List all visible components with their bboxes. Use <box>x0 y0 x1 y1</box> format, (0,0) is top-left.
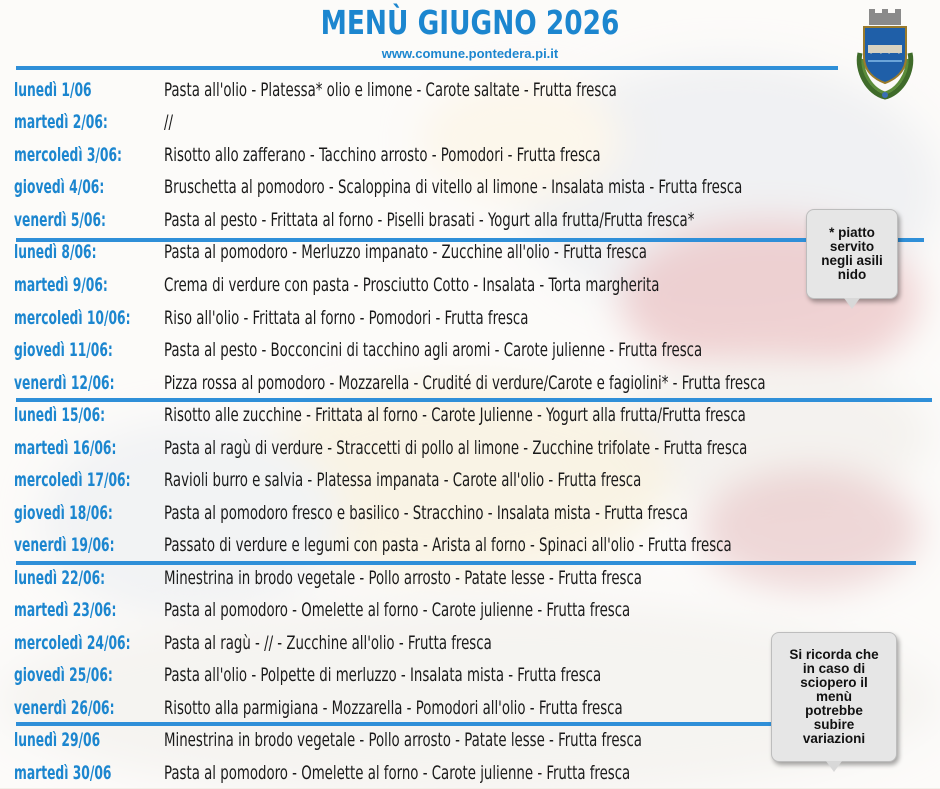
menu-row <box>0 236 930 268</box>
menu-day: lunedì 1/06 <box>14 79 92 101</box>
menu-meal: Pasta al ragù di verdure - Straccetti di pollo al limone - Zucchine trifolate - Frutta fresca <box>164 437 748 459</box>
menu-day: mercoledì 3/06: <box>14 144 122 166</box>
menu-day: martedì 23/06: <box>14 599 117 621</box>
menu-day: venerdì 5/06: <box>14 209 106 231</box>
menu-row <box>0 497 930 529</box>
menu-meal: Pasta all'olio - Platessa* olio e limone - Carote saltate - Frutta fresca <box>164 79 617 101</box>
menu-day: mercoledì 24/06: <box>14 632 131 654</box>
menu-day: mercoledì 10/06: <box>14 307 131 329</box>
menu-meal: Risotto alle zucchine - Frittata al forno - Carote Julienne - Yogurt alla frutta/Frutta fresca <box>164 404 746 426</box>
menu-row <box>0 399 930 431</box>
menu-row <box>0 269 930 301</box>
menu-row <box>0 529 930 561</box>
menu-meal: Pasta all'olio - Polpette di merluzzo - Insalata mista - Frutta fresca <box>164 664 602 686</box>
menu-day: lunedì 29/06 <box>14 729 101 751</box>
menu-day: mercoledì 17/06: <box>14 469 131 491</box>
divider-top <box>16 66 838 70</box>
menu-meal: // <box>164 111 173 133</box>
menu-day: martedì 2/06: <box>14 111 108 133</box>
menu-day: lunedì 15/06: <box>14 404 106 426</box>
menu-row <box>0 106 930 138</box>
menu-meal: Passato di verdure e legumi con pasta - Arista al forno - Spinaci all'olio - Frutta fresca <box>164 534 732 556</box>
menu-day: venerdì 12/06: <box>14 372 115 394</box>
website-url[interactable]: www.comune.pontedera.pi.it <box>381 46 559 61</box>
menu-day: giovedì 4/06: <box>14 176 105 198</box>
menu-meal: Pasta al pesto - Frittata al forno - Piselli brasati - Yogurt alla frutta/Frutta fresca* <box>164 209 695 231</box>
menu-day: martedì 30/06 <box>14 762 112 784</box>
menu-row <box>0 139 930 171</box>
menu-meal: Pasta al pesto - Bocconcini di tacchino agli aromi - Carote julienne - Frutta fresca <box>164 339 703 361</box>
menu-meal: Pasta al pomodoro - Merluzzo impanato - Zucchine all'olio - Frutta fresca <box>164 241 647 263</box>
menu-meal: Bruschetta al pomodoro - Scaloppina di vitello al limone - Insalata mista - Frutta fresca <box>164 176 743 198</box>
menu-meal: Minestrina in brodo vegetale - Pollo arrosto - Patate lesse - Frutta fresca <box>164 567 642 589</box>
menu-row <box>0 464 930 496</box>
menu-row <box>0 367 930 399</box>
page-title: MENÙ GIUGNO 2026 <box>320 3 620 42</box>
menu-row <box>0 562 930 594</box>
menu-day: martedì 9/06: <box>14 274 108 296</box>
menu-meal: Pasta al ragù - // - Zucchine all'olio - Frutta fresca <box>164 632 492 654</box>
menu-row <box>0 432 930 464</box>
menu-row <box>0 171 930 203</box>
menu-day: giovedì 11/06: <box>14 339 113 361</box>
menu-meal: Ravioli burro e salvia - Platessa impanata - Carote all'olio - Frutta fresca <box>164 469 642 491</box>
menu-row <box>0 204 930 236</box>
menu-day: lunedì 22/06: <box>14 567 106 589</box>
menu-row <box>0 74 930 106</box>
menu-row <box>0 594 930 626</box>
menu-meal: Riso all'olio - Frittata al forno - Pomodori - Frutta fresca <box>164 307 529 329</box>
menu-row <box>0 302 930 334</box>
menu-day: giovedì 25/06: <box>14 664 113 686</box>
menu-day: martedì 16/06: <box>14 437 117 459</box>
menu-meal: Crema di verdure con pasta - Prosciutto Cotto - Insalata - Torta margherita <box>164 274 660 296</box>
note-sciopero: Si ricorda che in caso di sciopero il menù potrebbe subire variazioni <box>771 632 897 762</box>
menu-row <box>0 334 930 366</box>
menu-meal: Pizza rossa al pomodoro - Mozzarella - Crudité di verdure/Carote e fagiolini* - Frutta fresca <box>164 372 766 394</box>
menu-day: giovedì 18/06: <box>14 502 113 524</box>
menu-day: venerdì 26/06: <box>14 697 115 719</box>
menu-meal: Pasta al pomodoro - Omelette al forno - Carote julienne - Frutta fresca <box>164 762 631 784</box>
menu-meal: Pasta al pomodoro fresco e basilico - Stracchino - Insalata mista - Frutta fresca <box>164 502 689 524</box>
menu-meal: Risotto allo zafferano - Tacchino arrosto - Pomodori - Frutta fresca <box>164 144 601 166</box>
menu-meal: Risotto alla parmigiana - Mozzarella - Pomodori all'olio - Frutta fresca <box>164 697 623 719</box>
menu-day: lunedì 8/06: <box>14 241 97 263</box>
note-asili-nido: * piatto servito negli asili nido <box>806 209 898 299</box>
menu-meal: Minestrina in brodo vegetale - Pollo arrosto - Patate lesse - Frutta fresca <box>164 729 642 751</box>
menu-meal: Pasta al pomodoro - Omelette al forno - Carote julienne - Frutta fresca <box>164 599 631 621</box>
menu-day: venerdì 19/06: <box>14 534 115 556</box>
